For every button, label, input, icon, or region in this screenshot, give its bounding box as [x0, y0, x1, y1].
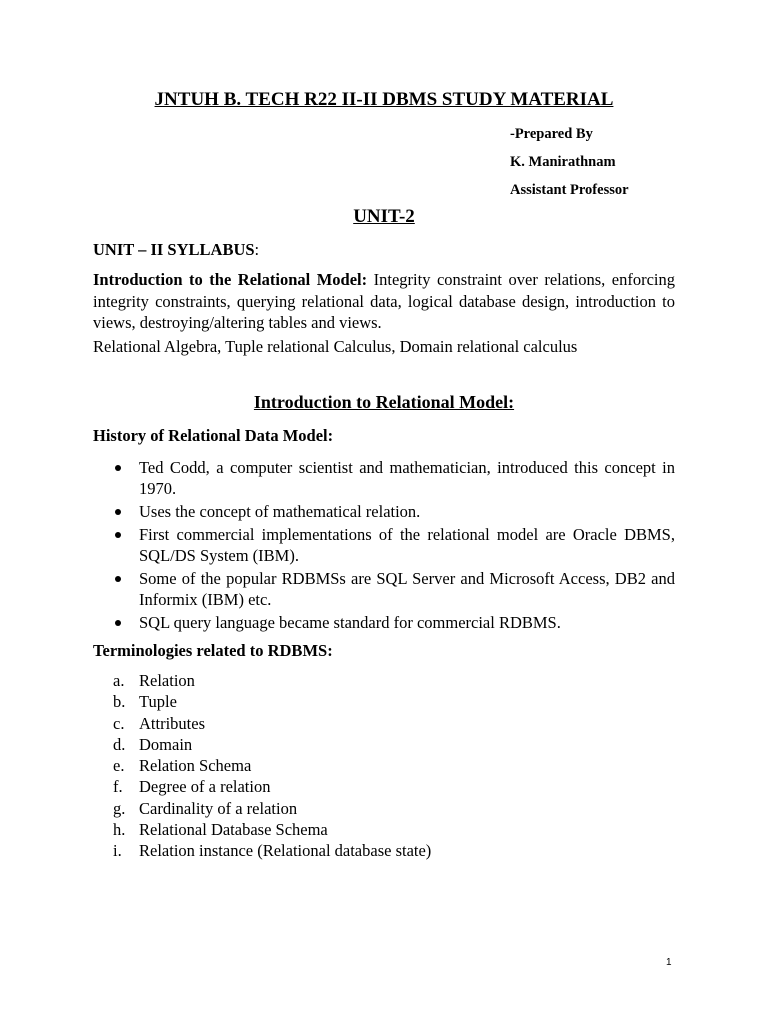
document-title: JNTUH B. TECH R22 II-II DBMS STUDY MATERIAL	[154, 89, 614, 110]
list-item-text: Tuple	[139, 692, 177, 712]
author-name: K. Manirathnam	[510, 154, 616, 170]
syllabus-intro-bold: Introduction to the Relational Model:	[93, 270, 368, 289]
list-item	[93, 734, 431, 755]
list-marker: d.	[113, 734, 126, 754]
list-item	[93, 457, 675, 499]
list-item	[93, 691, 431, 712]
list-item	[93, 670, 431, 691]
list-item-text: Relation Schema	[139, 756, 252, 776]
list-item-text: Cardinality of a relation	[139, 798, 298, 818]
bullet-icon	[115, 465, 121, 471]
list-item-text: Ted Codd, a computer scientist and mathematician, introduced this concept in 1970.	[139, 458, 675, 498]
list-item-text: Attributes	[139, 713, 205, 733]
section-heading: Introduction to Relational Model:	[253, 392, 515, 412]
list-item	[93, 840, 431, 861]
list-item	[93, 819, 431, 840]
list-marker: e.	[113, 756, 125, 776]
syllabus-label-text: UNIT – II SYLLABUS	[93, 240, 255, 259]
unit-heading: UNIT-2	[353, 206, 415, 227]
syllabus-intro-text: Integrity constraint over relations, enforcing integrity constraints, querying relational data, logical database design, introduction to views, destroying/altering tables and views.	[93, 270, 675, 332]
page-number: 1	[666, 957, 672, 968]
list-item-text: Uses the concept of mathematical relation.	[139, 502, 421, 521]
syllabus-algebra-line: Relational Algebra, Tuple relational Calculus, Domain relational calculus	[93, 337, 578, 356]
terminologies-heading: Terminologies related to RDBMS:	[93, 641, 333, 660]
list-item-text: Degree of a relation	[139, 777, 271, 797]
list-item-text: Relational Database Schema	[139, 820, 328, 840]
list-item-text: Some of the popular RDBMSs are SQL Server and Microsoft Access, DB2 and Informix (IBM) etc.	[139, 569, 675, 609]
terminologies-list	[93, 670, 431, 862]
list-item-text: Domain	[139, 734, 193, 754]
syllabus-label-colon: :	[254, 240, 260, 259]
bullet-icon	[115, 509, 121, 515]
list-item-text: Relation	[139, 671, 195, 690]
list-item-text: Relation instance (Relational database state)	[139, 841, 432, 861]
list-item	[93, 755, 431, 776]
list-marker: h.	[113, 820, 126, 840]
bullet-icon	[115, 576, 121, 582]
history-heading: History of Relational Data Model:	[93, 426, 334, 445]
list-marker: f.	[113, 777, 123, 797]
bullet-icon	[115, 620, 121, 626]
list-item	[93, 612, 675, 633]
history-bullet-list	[93, 457, 675, 635]
list-marker: g.	[113, 798, 126, 818]
syllabus-label	[93, 240, 259, 260]
list-item	[93, 713, 431, 734]
list-item	[93, 568, 675, 610]
list-marker: i.	[113, 841, 122, 861]
list-item-text: SQL query language became standard for commercial RDBMS.	[139, 613, 561, 632]
prepared-by-label: -Prepared By	[510, 126, 593, 142]
bullet-icon	[115, 532, 121, 538]
author-block	[510, 120, 629, 204]
list-item-text: First commercial implementations of the relational model are Oracle DBMS, SQL/DS System (IBM).	[139, 525, 675, 565]
list-item	[93, 524, 675, 566]
list-marker: c.	[113, 713, 125, 733]
list-item	[93, 798, 431, 819]
list-marker: b.	[113, 692, 126, 712]
author-role: Assistant Professor	[510, 182, 629, 198]
syllabus-intro-paragraph	[93, 269, 675, 334]
list-item	[93, 776, 431, 797]
list-item	[93, 501, 675, 522]
list-marker: a.	[113, 671, 125, 690]
